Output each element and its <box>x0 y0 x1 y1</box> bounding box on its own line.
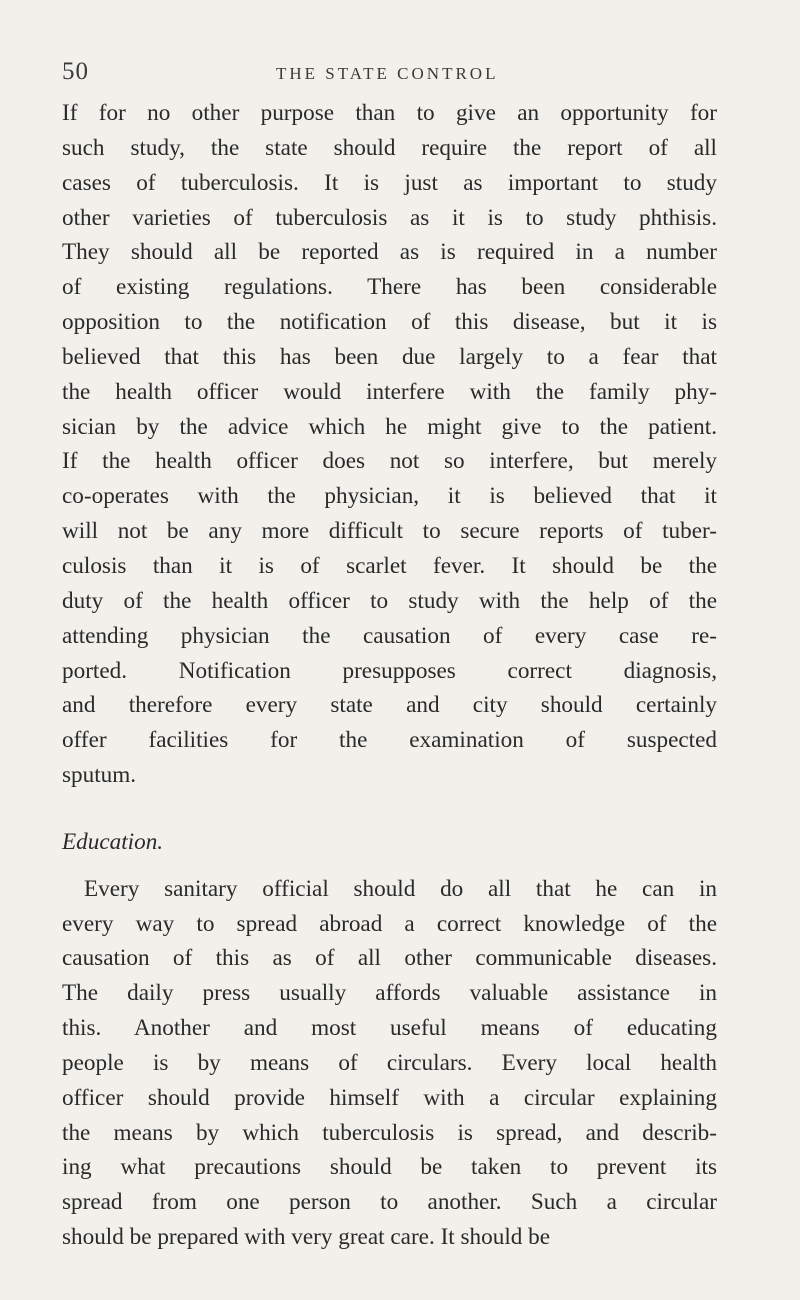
text-line: offer facilities for the examination of suspected <box>62 727 717 754</box>
text-line: causation of this as of all other communicable diseases. <box>62 945 717 972</box>
text-line: people is by means of circulars. Every local health <box>62 1049 717 1076</box>
text-line: co-operates with the physician, it is believed that it <box>62 483 717 510</box>
text-line: of existing regulations. There has been considerable <box>62 274 717 301</box>
text-line: culosis than it is of scarlet fever. It should be the <box>62 552 717 579</box>
text-line: The daily press usually affords valuable assistance in <box>62 980 717 1007</box>
text-line: opposition to the notification of this disease, but it is <box>62 309 717 336</box>
page-number: 50 <box>62 58 89 85</box>
text-line: other varieties of tuberculosis as it is to study phthisis. <box>62 204 717 231</box>
text-line: cases of tuberculosis. It is just as important to study <box>62 169 717 196</box>
text-line: the health officer would interfere with the family phy- <box>62 378 717 405</box>
text-line: spread from one person to another. Such a circular <box>62 1189 717 1216</box>
text-line: will not be any more difficult to secure reports of tuber- <box>62 518 717 545</box>
text-line: should be prepared with very great care. It should be <box>62 1224 551 1251</box>
text-line: and therefore every state and city should certainly <box>62 692 717 719</box>
running-head <box>62 58 722 88</box>
text-line: duty of the health officer to study with the help of the <box>62 587 717 614</box>
text-line: If the health officer does not so interfere, but merely <box>62 448 717 475</box>
text-line: sputum. <box>62 762 137 789</box>
paragraph-1 <box>62 96 717 793</box>
text-line: If for no other purpose than to give an opportunity for <box>62 100 717 126</box>
text-line: the means by which tuberculosis is spread, and describ- <box>62 1119 717 1146</box>
running-title: THE STATE CONTROL <box>276 64 499 83</box>
text-line: They should all be reported as is required in a number <box>62 239 717 266</box>
text-line: Every sanitary official should do all that he can in <box>84 875 717 902</box>
text-line: ing what precautions should be taken to prevent its <box>62 1154 717 1181</box>
text-line: sician by the advice which he might give to the patient. <box>62 413 717 440</box>
text-line: this. Another and most useful means of educating <box>62 1015 717 1042</box>
text-line: ported. Notification presupposes correct diagnosis, <box>62 657 717 684</box>
paragraph-2 <box>62 872 717 1255</box>
text-line: believed that this has been due largely to a fear that <box>62 343 717 370</box>
body-text <box>62 96 717 1255</box>
text-line: officer should provide himself with a circular explaining <box>62 1084 717 1111</box>
text-line: such study, the state should require the report of all <box>62 134 717 161</box>
section-heading: Education. <box>62 828 164 855</box>
text-line: attending physician the causation of every case re- <box>62 622 717 649</box>
text-line: every way to spread abroad a correct knowledge of the <box>62 910 717 937</box>
